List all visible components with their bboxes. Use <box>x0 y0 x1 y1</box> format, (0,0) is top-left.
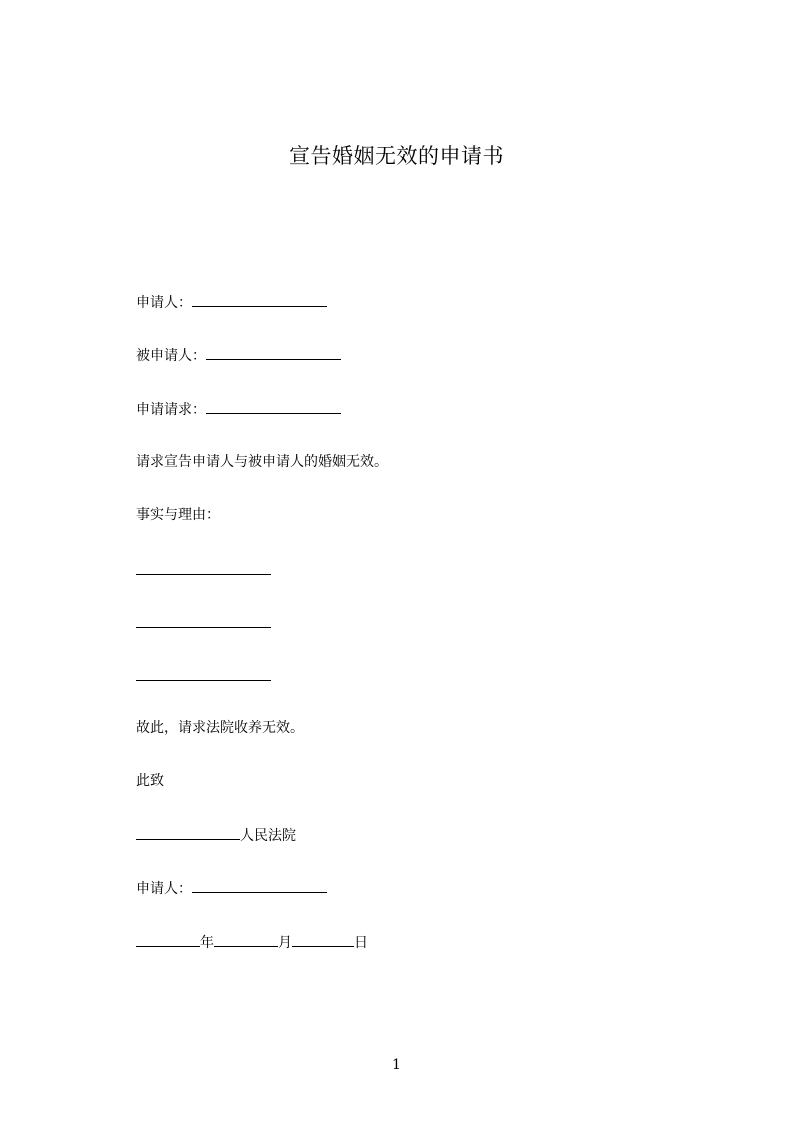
applicant-label: 申请人： <box>136 295 192 311</box>
facts-blank-line-2 <box>136 612 271 632</box>
respondent-line <box>136 344 341 364</box>
applicant-line <box>136 291 327 311</box>
respondent-label: 被申请人： <box>136 348 206 364</box>
facts-blank-2 <box>136 612 271 628</box>
signature-label: 申请人： <box>136 881 192 897</box>
day-blank <box>292 931 354 947</box>
year-label: 年 <box>200 935 214 951</box>
month-blank <box>214 931 278 947</box>
facts-blank-3 <box>136 665 271 681</box>
signature-blank <box>192 877 327 893</box>
date-line <box>136 931 368 951</box>
court-line <box>136 824 296 844</box>
conclusion-text: 故此，请求法院收养无效。 <box>136 720 304 736</box>
document-title: 宣告婚姻无效的申请书 <box>289 144 504 168</box>
court-name-blank <box>136 824 240 840</box>
court-suffix: 人民法院 <box>240 828 296 844</box>
signature-line <box>136 877 327 897</box>
facts-blank-line-3 <box>136 665 271 685</box>
page-number: 1 <box>392 1057 401 1073</box>
respondent-blank <box>206 344 341 360</box>
salutation-text: 此致 <box>136 773 164 789</box>
year-blank <box>136 931 200 947</box>
request-text: 请求宣告申请人与被申请人的婚姻无效。 <box>136 454 388 470</box>
facts-blank-line-1 <box>136 559 271 579</box>
facts-label: 事实与理由： <box>136 507 220 523</box>
request-blank <box>206 398 341 414</box>
request-label: 申请请求： <box>136 402 206 418</box>
request-line <box>136 398 341 418</box>
applicant-blank <box>192 291 327 307</box>
facts-blank-1 <box>136 559 271 575</box>
month-label: 月 <box>278 935 292 951</box>
day-label: 日 <box>354 935 368 951</box>
